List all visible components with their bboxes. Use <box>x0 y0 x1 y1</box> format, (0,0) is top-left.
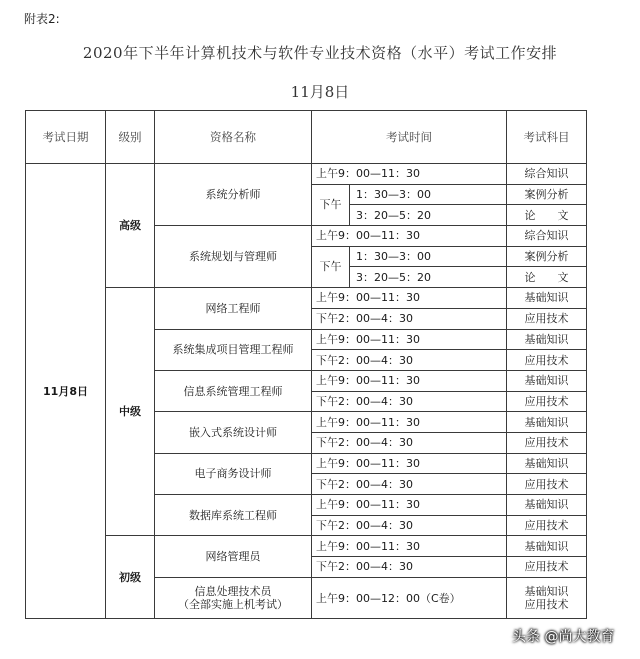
qualification-name: 嵌入式系统设计师 <box>155 412 312 453</box>
page-title: 2020年下半年计算机技术与软件专业技术资格（水平）考试工作安排 <box>82 44 558 62</box>
exam-schedule-table <box>25 110 587 619</box>
qualification-name: 信息系统管理工程师 <box>155 370 312 411</box>
exam-time: 3：20—5：20 <box>350 267 507 288</box>
exam-time: 下午2：00—4：30 <box>312 308 507 329</box>
exam-subject: 应用技术 <box>507 432 587 453</box>
level-junior: 初级 <box>106 536 155 619</box>
exam-time: 上午9：00—12：00（C卷） <box>312 577 507 619</box>
exam-subject: 基础知识 <box>507 412 587 433</box>
exam-subject: 论 文 <box>507 267 587 288</box>
level-senior: 高级 <box>106 164 155 288</box>
exam-time: 1：30—3：00 <box>350 184 507 205</box>
exam-time: 上午9：00—11：30 <box>312 536 507 557</box>
exam-subject: 应用技术 <box>507 391 587 412</box>
qualification-name: 信息处理技术员 <box>194 585 272 598</box>
date-heading: 11月8日 <box>290 83 350 101</box>
exam-time: 上午9：00—11：30 <box>312 164 507 185</box>
exam-time: 下午2：00—4：30 <box>312 391 507 412</box>
table-row <box>26 164 587 185</box>
exam-time: 1：30—3：00 <box>350 246 507 267</box>
qualification-note: （全部实施上机考试） <box>178 598 288 611</box>
level-middle: 中级 <box>106 288 155 536</box>
afternoon-label: 下午 <box>312 184 350 225</box>
exam-subject: 基础知识 <box>507 453 587 474</box>
qualification-name: 系统分析师 <box>155 164 312 226</box>
exam-subject-pair <box>507 577 587 619</box>
qualification-name: 电子商务设计师 <box>155 453 312 494</box>
exam-time: 上午9：00—11：30 <box>312 412 507 433</box>
exam-subject: 基础知识 <box>507 329 587 350</box>
header-exam-date: 考试日期 <box>26 111 106 164</box>
attachment-label: 附表2: <box>24 12 60 26</box>
table-row <box>26 536 587 557</box>
exam-subject: 基础知识 <box>507 495 587 516</box>
header-exam-subject: 考试科目 <box>507 111 587 164</box>
exam-time: 下午2：00—4：30 <box>312 557 507 578</box>
qualification-name: 系统集成项目管理工程师 <box>155 329 312 370</box>
exam-time: 下午2：00—4：30 <box>312 515 507 536</box>
header-level: 级别 <box>106 111 155 164</box>
exam-subject: 应用技术 <box>507 350 587 371</box>
header-exam-time: 考试时间 <box>312 111 507 164</box>
qualification-name: 网络工程师 <box>155 288 312 329</box>
exam-time: 下午2：00—4：30 <box>312 350 507 371</box>
exam-time: 上午9：00—11：30 <box>312 453 507 474</box>
table-header-row <box>26 111 587 164</box>
qualification-name: 系统规划与管理师 <box>155 226 312 288</box>
qualification-name-with-note <box>155 577 312 619</box>
qualification-name: 数据库系统工程师 <box>155 495 312 536</box>
qualification-name: 网络管理员 <box>155 536 312 577</box>
exam-subject: 综合知识 <box>507 164 587 185</box>
exam-subject: 基础知识 <box>507 288 587 309</box>
header-qualification: 资格名称 <box>155 111 312 164</box>
exam-subject: 案例分析 <box>507 246 587 267</box>
watermark: 头条 @尚大教育 <box>512 629 615 645</box>
exam-subject: 应用技术 <box>507 557 587 578</box>
exam-subject: 基础知识 <box>524 585 569 598</box>
exam-subject: 案例分析 <box>507 184 587 205</box>
exam-subject: 应用技术 <box>507 515 587 536</box>
table-row <box>26 288 587 309</box>
exam-subject: 论 文 <box>507 205 587 226</box>
exam-time: 3：20—5：20 <box>350 205 507 226</box>
exam-time: 上午9：00—11：30 <box>312 288 507 309</box>
exam-subject: 应用技术 <box>507 474 587 495</box>
exam-time: 上午9：00—11：30 <box>312 226 507 247</box>
exam-date-cell: 11月8日 <box>26 164 106 619</box>
exam-subject: 应用技术 <box>507 308 587 329</box>
exam-subject: 综合知识 <box>507 226 587 247</box>
exam-time: 上午9：00—11：30 <box>312 329 507 350</box>
exam-subject: 基础知识 <box>507 536 587 557</box>
exam-time: 下午2：00—4：30 <box>312 474 507 495</box>
afternoon-label: 下午 <box>312 246 350 287</box>
exam-time: 上午9：00—11：30 <box>312 370 507 391</box>
exam-subject: 应用技术 <box>524 598 569 611</box>
exam-time: 上午9：00—11：30 <box>312 495 507 516</box>
exam-subject: 基础知识 <box>507 370 587 391</box>
exam-time: 下午2：00—4：30 <box>312 432 507 453</box>
